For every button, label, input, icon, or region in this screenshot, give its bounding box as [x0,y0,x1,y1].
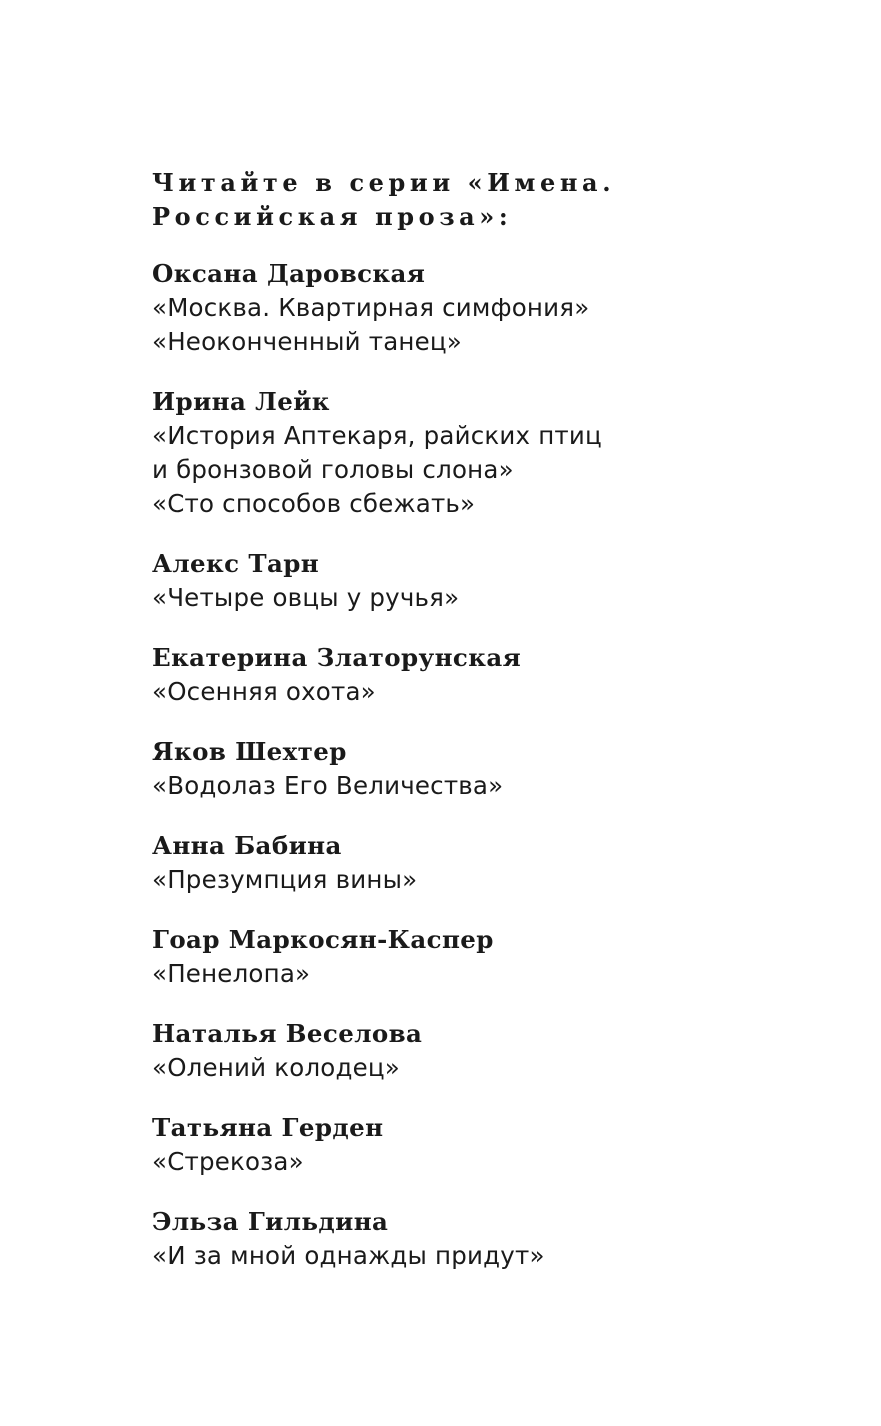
book-title-line: «Сто способов сбежать» [152,489,476,518]
author-block [152,257,852,359]
book-series-page [152,166,852,1299]
book-title-line: «Водолаз Его Величества» [152,771,504,800]
book-title-line: «Четыре овцы у ручья» [152,583,460,612]
book-title-line: «Неоконченный танец» [152,327,462,356]
author-block [152,829,852,897]
author-block [152,1017,852,1085]
book-title [152,419,852,487]
series-heading [152,166,852,234]
author-block [152,923,852,991]
book-title [152,769,852,803]
book-title [152,863,852,897]
author-name: Оксана Даровская [152,259,426,288]
book-title [152,1145,852,1179]
book-title-line: «Стрекоза» [152,1147,304,1176]
author-name: Татьяна Герден [152,1113,384,1142]
book-title [152,325,852,359]
author-name: Яков Шехтер [152,737,347,766]
author-name: Ирина Лейк [152,387,330,416]
book-title [152,957,852,991]
book-title-line: и бронзовой головы слона» [152,455,514,484]
author-name: Алекс Тарн [152,549,320,578]
book-title [152,1239,852,1273]
author-block [152,1205,852,1273]
author-block [152,547,852,615]
book-title [152,581,852,615]
book-title [152,487,852,521]
book-title-line: «Пенелопа» [152,959,311,988]
author-block [152,1111,852,1179]
book-title-line: «История Аптекаря, райских птиц [152,421,602,450]
author-name: Наталья Веселова [152,1019,423,1048]
author-name: Эльза Гильдина [152,1207,389,1236]
author-name: Екатерина Златорунская [152,643,522,672]
series-heading-line-2: Российская проза»: [152,202,513,231]
book-title [152,675,852,709]
book-title-line: «Олений колодец» [152,1053,400,1082]
author-block [152,385,852,521]
series-heading-line-1: Читайте в серии «Имена. [152,168,616,197]
book-title-line: «И за мной однажды придут» [152,1241,545,1270]
book-title [152,291,852,325]
book-title [152,1051,852,1085]
book-title-line: «Москва. Квартирная симфония» [152,293,590,322]
author-name: Гоар Маркосян-Каспер [152,925,494,954]
book-title-line: «Осенняя охота» [152,677,376,706]
author-block [152,735,852,803]
book-title-line: «Презумпция вины» [152,865,418,894]
author-name: Анна Бабина [152,831,342,860]
author-block [152,641,852,709]
